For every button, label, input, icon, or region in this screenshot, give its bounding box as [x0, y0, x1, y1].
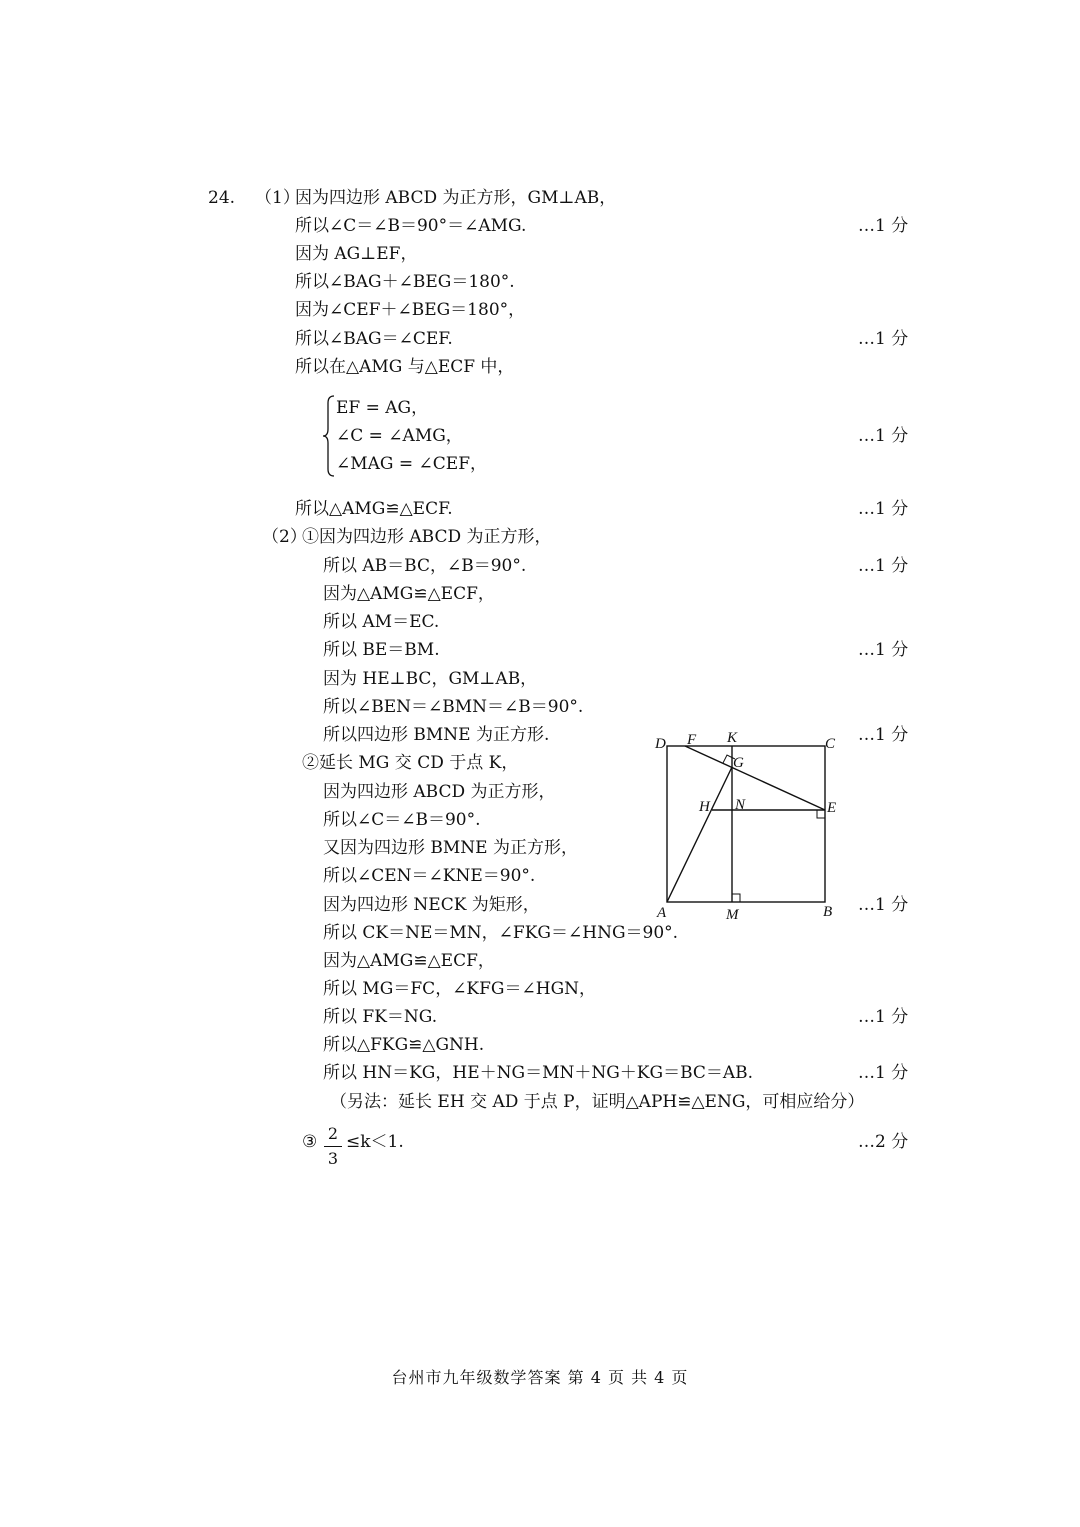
- score-10: …1 分: [858, 1063, 909, 1083]
- part2-sub1-line-6: 因为 HE⊥BC，GM⊥AB，: [323, 669, 538, 689]
- part2-sub3-marker: ③: [302, 1132, 318, 1152]
- part2-sub2-line-10: 所以 FK＝NG.: [323, 1007, 438, 1027]
- score-9: …1 分: [858, 1007, 909, 1027]
- part2-sub2-line-6: 因为四边形 NECK 为矩形，: [323, 895, 540, 915]
- label-d: D: [655, 736, 666, 752]
- right-angle-e: [817, 810, 825, 818]
- part2-sub1-line-2: 所以 AB＝BC，∠B＝90°.: [323, 556, 527, 576]
- fraction-numerator: 2: [327, 1124, 339, 1143]
- part2-sub2-line-4: 又因为四边形 BMNE 为正方形，: [323, 838, 578, 858]
- square-abcd: [667, 746, 825, 902]
- system-line-1: EF = AG，: [336, 398, 429, 418]
- score-8: …1 分: [858, 895, 909, 915]
- label-g: G: [733, 755, 744, 771]
- fraction-denominator: 3: [327, 1149, 339, 1168]
- alt-method-note: （另法：延长 EH 交 AD 于点 P，证明△APH≌△ENG，可相应给分）: [330, 1092, 865, 1112]
- fraction-bar: [324, 1146, 342, 1147]
- part2-sub2-line-1: ②延长 MG 交 CD 于点 K，: [302, 753, 519, 773]
- score-2: …1 分: [858, 329, 909, 349]
- right-angle-m: [732, 894, 740, 902]
- label-a: A: [657, 905, 667, 921]
- part2-label: （2）: [262, 527, 307, 547]
- part2-sub2-line-8: 因为△AMG≌△ECF，: [323, 951, 495, 971]
- part1-line-6: 所以∠BAG＝∠CEF.: [295, 329, 453, 349]
- part1-line-7: 所以在△AMG 与△ECF 中，: [295, 357, 515, 377]
- label-k: K: [727, 730, 738, 746]
- label-h: H: [699, 799, 710, 815]
- part2-sub2-line-5: 所以∠CEN＝∠KNE＝90°.: [323, 866, 536, 886]
- part1-line-5: 因为∠CEF＋∠BEG＝180°，: [295, 300, 526, 320]
- label-m: M: [726, 907, 739, 923]
- part1-conclusion: 所以△AMG≌△ECF.: [295, 499, 453, 519]
- page-footer: 台州市九年级数学答案 第 4 页 共 4 页: [391, 1368, 689, 1387]
- score-6: …1 分: [858, 640, 909, 660]
- fraction: [322, 1124, 344, 1169]
- system-line-2: ∠C = ∠AMG，: [336, 426, 463, 446]
- part2-sub2-line-12: 所以 HN＝KG，HE＋NG＝MN＋NG＋KG＝BC＝AB.: [323, 1063, 754, 1083]
- part2-sub2-line-7: 所以 CK＝NE＝MN，∠FKG＝∠HNG＝90°.: [323, 923, 679, 943]
- part2-sub1-line-8: 所以四边形 BMNE 为正方形.: [323, 725, 550, 745]
- score-1: …1 分: [858, 216, 909, 236]
- part2-sub2-line-11: 所以△FKG≌△GNH.: [323, 1035, 485, 1055]
- label-n: N: [735, 797, 746, 813]
- score-11: …2 分: [858, 1132, 909, 1152]
- part2-sub2-line-9: 所以 MG＝FC，∠KFG＝∠HGN，: [323, 979, 597, 999]
- part2-sub1-line-5: 所以 BE＝BM.: [323, 640, 440, 660]
- part2-sub1-line-1: ①因为四边形 ABCD 为正方形，: [302, 527, 552, 547]
- part1-label: （1）: [255, 188, 300, 208]
- part2-sub3-inequality: ≤k＜1.: [346, 1132, 404, 1152]
- label-e: E: [827, 800, 837, 816]
- problem-number: 24.: [208, 188, 236, 208]
- part1-line-4: 所以∠BAG＋∠BEG＝180°.: [295, 272, 515, 292]
- segment-ag: [667, 767, 732, 902]
- part1-line-1: 因为四边形 ABCD 为正方形，GM⊥AB，: [295, 188, 617, 208]
- part1-line-3: 因为 AG⊥EF，: [295, 244, 418, 264]
- label-b: B: [823, 904, 833, 920]
- part2-sub1-line-4: 所以 AM＝EC.: [323, 612, 440, 632]
- part1-line-2: 所以∠C＝∠B＝90°＝∠AMG.: [295, 216, 527, 236]
- score-7: …1 分: [858, 725, 909, 745]
- part2-sub1-line-7: 所以∠BEN＝∠BMN＝∠B＝90°.: [323, 697, 584, 717]
- label-c: C: [825, 736, 836, 752]
- score-4: …1 分: [858, 499, 909, 519]
- score-3: …1 分: [858, 426, 909, 446]
- system-line-3: ∠MAG = ∠CEF，: [336, 454, 488, 474]
- label-f: F: [687, 732, 697, 748]
- part2-sub1-line-3: 因为△AMG≌△ECF，: [323, 584, 495, 604]
- part2-sub2-line-2: 因为四边形 ABCD 为正方形，: [323, 782, 556, 802]
- system-brace: [322, 395, 336, 477]
- part2-sub2-line-3: 所以∠C＝∠B＝90°.: [323, 810, 481, 830]
- score-5: …1 分: [858, 556, 909, 576]
- geometry-figure: [640, 720, 855, 925]
